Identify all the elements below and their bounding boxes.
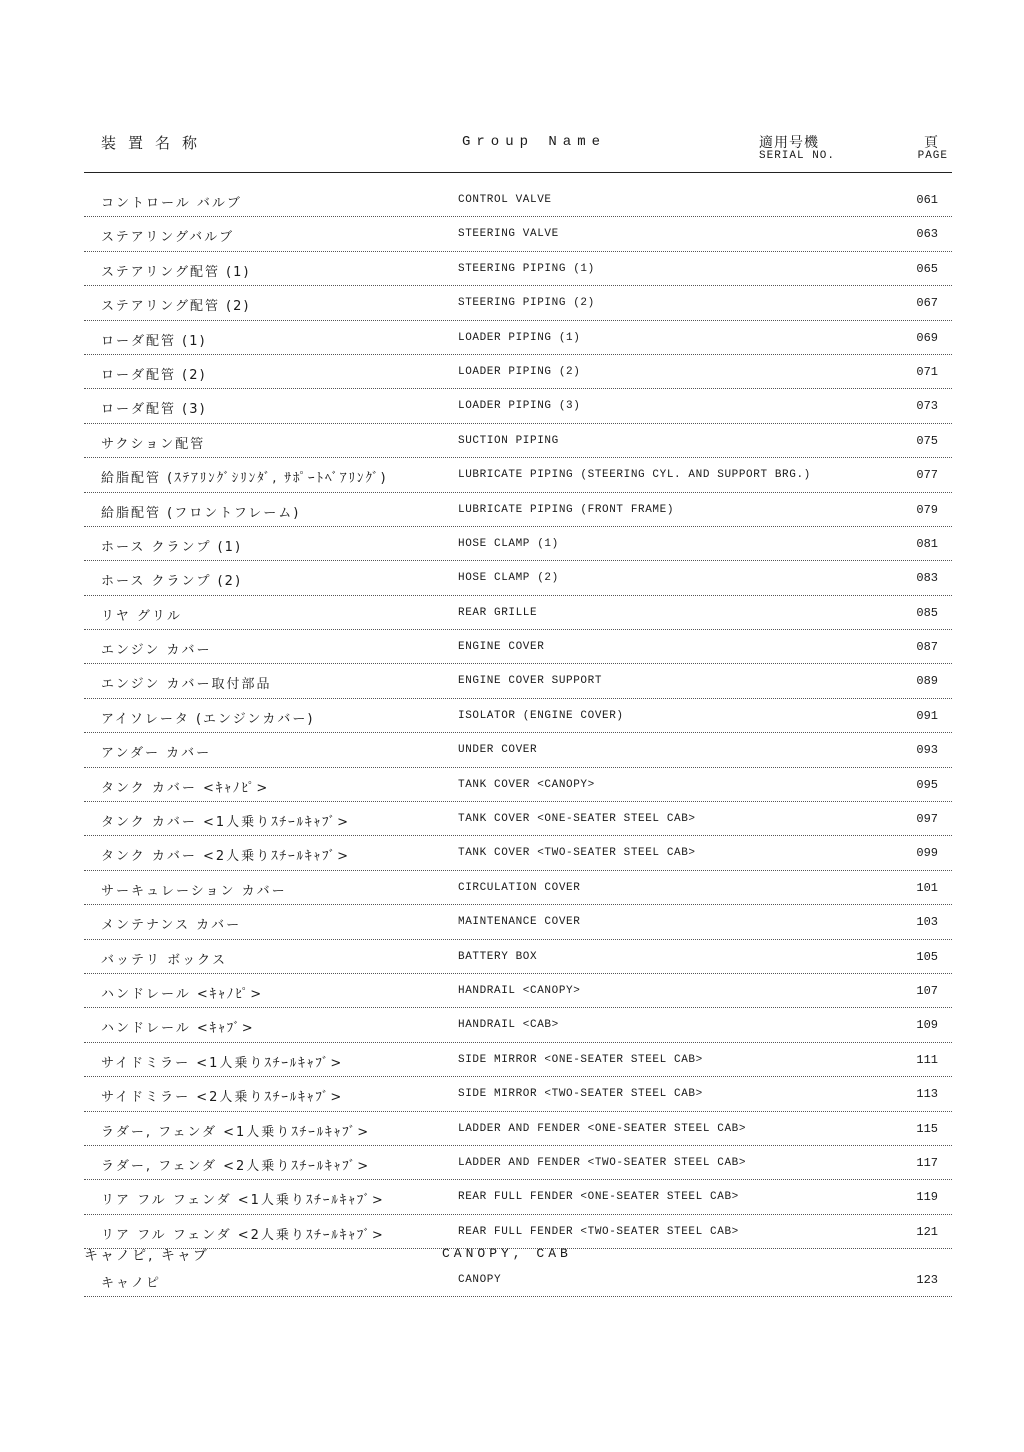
table-row: [84, 527, 952, 561]
table-row: [84, 424, 952, 458]
group-name-en: ISOLATOR (ENGINE COVER): [458, 709, 624, 722]
group-name-jp: アイソレータ (エンジンカバー): [101, 711, 315, 727]
group-name-en: LUBRICATE PIPING (STEERING CYL. AND SUPPORT BRG.): [458, 469, 811, 482]
table-row: [84, 905, 952, 939]
page-number: 069: [916, 330, 938, 345]
table-row: [84, 768, 952, 802]
table-row: [84, 836, 952, 870]
group-name-en: HOSE CLAMP (2): [458, 572, 559, 585]
group-name-jp: サイドミラー <1人乗りｽﾁｰﾙｷｬﾌﾞ>: [101, 1055, 344, 1071]
page-number: 093: [916, 743, 938, 758]
table-row: [84, 1146, 952, 1180]
page-number: 077: [916, 468, 938, 483]
group-name-jp: ホース クランプ (1): [101, 539, 243, 555]
page-number: 109: [916, 1018, 938, 1033]
group-name-en: CIRCULATION COVER: [458, 881, 581, 894]
table-row: [84, 596, 952, 630]
group-name-jp: キャノピ: [101, 1276, 162, 1291]
table-row: [84, 458, 952, 492]
page-number: 095: [916, 777, 938, 792]
page-number: 063: [916, 227, 938, 242]
page-number: 107: [916, 983, 938, 998]
header-group-name: Group Name: [462, 134, 607, 150]
page-number: 087: [916, 640, 938, 655]
group-name-en: TANK COVER <CANOPY>: [458, 778, 595, 791]
group-name-en: REAR FULL FENDER <ONE-SEATER STEEL CAB>: [458, 1191, 739, 1204]
page-number: 081: [916, 536, 938, 551]
table-row: [84, 699, 952, 733]
page-number: 101: [916, 880, 938, 895]
group-name-jp: サーキュレーション カバー: [101, 883, 287, 899]
group-name-jp: メンテナンス カバー: [101, 918, 242, 934]
group-name-jp: リア フル フェンダ <2人乗りｽﾁｰﾙｷｬﾌﾞ>: [101, 1227, 385, 1243]
group-name-en: SIDE MIRROR <ONE-SEATER STEEL CAB>: [458, 1053, 703, 1066]
group-name-en: STEERING PIPING (2): [458, 297, 595, 310]
page-number: 121: [916, 1224, 938, 1239]
group-name-jp: サイドミラー <2人乗りｽﾁｰﾙｷｬﾌﾞ>: [101, 1090, 344, 1106]
group-name-en: SIDE MIRROR <TWO-SEATER STEEL CAB>: [458, 1088, 703, 1101]
table-row: [84, 286, 952, 320]
group-name-jp: タンク カバー <1人乗りｽﾁｰﾙｷｬﾌﾞ>: [101, 815, 351, 831]
group-name-en: REAR GRILLE: [458, 606, 538, 619]
group-name-en: CANOPY: [458, 1274, 502, 1286]
table-row: [84, 561, 952, 595]
group-name-en: LOADER PIPING (1): [458, 331, 581, 344]
page-number: 083: [916, 571, 938, 586]
page-number: 079: [916, 502, 938, 517]
page-number: 073: [916, 399, 938, 414]
group-name-en: TANK COVER <ONE-SEATER STEEL CAB>: [458, 813, 696, 826]
table-row: [84, 974, 952, 1008]
group-name-jp: サクション配管: [101, 436, 206, 452]
header-jp-title: 装置名称: [101, 134, 210, 152]
table-row: [84, 733, 952, 767]
group-name-jp: ステアリングバルブ: [101, 230, 235, 246]
group-name-en: ENGINE COVER SUPPORT: [458, 675, 603, 688]
group-name-jp: リヤ グリル: [101, 608, 182, 624]
group-name-jp: ステアリング配管 (2): [101, 299, 251, 315]
group-name-en: MAINTENANCE COVER: [458, 916, 581, 929]
group-name-jp: ローダ配管 (2): [101, 367, 207, 383]
table-row: [84, 940, 952, 974]
table-header: [84, 128, 952, 173]
page-number: 067: [916, 296, 938, 311]
group-name-jp: 給脂配管 (フロントフレーム): [101, 505, 301, 521]
group-name-en: HANDRAIL <CANOPY>: [458, 984, 581, 997]
group-name-jp: エンジン カバー取付部品: [101, 677, 272, 693]
section-group-list: [84, 1263, 952, 1297]
group-name-en: TANK COVER <TWO-SEATER STEEL CAB>: [458, 847, 696, 860]
page-number: 097: [916, 812, 938, 827]
page-number: 119: [916, 1190, 938, 1205]
group-name-en: LOADER PIPING (2): [458, 365, 581, 378]
table-row: [84, 1112, 952, 1146]
page-number: 103: [916, 915, 938, 930]
page-number: 113: [916, 1087, 938, 1102]
section-heading: [84, 1243, 952, 1265]
group-name-jp: タンク カバー <2人乗りｽﾁｰﾙｷｬﾌﾞ>: [101, 849, 351, 865]
page-number: 089: [916, 674, 938, 689]
table-row: [84, 630, 952, 664]
group-name-en: LADDER AND FENDER <ONE-SEATER STEEL CAB>: [458, 1122, 747, 1135]
group-name-en: LADDER AND FENDER <TWO-SEATER STEEL CAB>: [458, 1156, 747, 1169]
section-en-title: CANOPY, CAB: [442, 1246, 572, 1261]
group-name-jp: ハンドレール <ｷｬﾉﾋﾟ>: [101, 986, 264, 1002]
table-row: [84, 183, 952, 217]
header-page-jp: 頁: [924, 135, 938, 151]
group-name-jp: タンク カバー <ｷｬﾉﾋﾟ>: [101, 780, 270, 796]
header-serial-en: SERIAL NO.: [759, 150, 836, 162]
group-name-jp: ローダ配管 (3): [101, 402, 207, 418]
group-name-jp: ステアリング配管 (1): [101, 264, 251, 280]
group-name-en: SUCTION PIPING: [458, 434, 559, 447]
group-name-jp: ローダ配管 (1): [101, 333, 207, 349]
page-number: 061: [916, 193, 938, 207]
table-row: [84, 493, 952, 527]
table-row: [84, 1043, 952, 1077]
group-name-en: BATTERY BOX: [458, 950, 538, 963]
group-name-jp: ラダー, フェンダ <2人乗りｽﾁｰﾙｷｬﾌﾞ>: [101, 1158, 371, 1174]
group-name-jp: バッテリ ボックス: [101, 952, 228, 968]
page-number: 115: [916, 1121, 938, 1136]
group-name-jp: コントロール バルブ: [101, 196, 242, 211]
group-name-jp: エンジン カバー: [101, 643, 212, 659]
page-number: 075: [916, 433, 938, 448]
header-page-en: PAGE: [917, 150, 948, 162]
group-name-jp: ラダー, フェンダ <1人乗りｽﾁｰﾙｷｬﾌﾞ>: [101, 1124, 371, 1140]
table-row: [84, 802, 952, 836]
group-name-jp: リア フル フェンダ <1人乗りｽﾁｰﾙｷｬﾌﾞ>: [101, 1193, 385, 1209]
table-row: [84, 217, 952, 251]
page-number: 123: [916, 1273, 938, 1287]
table-row: [84, 1263, 952, 1297]
group-name-en: LUBRICATE PIPING (FRONT FRAME): [458, 503, 675, 516]
group-name-en: CONTROL VALVE: [458, 194, 552, 206]
group-list: [84, 183, 952, 1249]
page-number: 071: [916, 364, 938, 379]
page-number: 099: [916, 846, 938, 861]
group-name-en: STEERING PIPING (1): [458, 262, 595, 275]
group-name-en: STEERING VALVE: [458, 228, 559, 241]
table-row: [84, 1180, 952, 1214]
page-number: 085: [916, 605, 938, 620]
group-name-jp: ハンドレール <ｷｬﾌﾞ>: [101, 1021, 255, 1037]
header-serial-jp: 適用号機: [759, 135, 819, 151]
page-number: 091: [916, 708, 938, 723]
group-name-en: LOADER PIPING (3): [458, 400, 581, 413]
section-jp-title: キャノピ, キャブ: [84, 1248, 209, 1264]
page-number: 117: [916, 1155, 938, 1170]
group-name-jp: ホース クランプ (2): [101, 574, 243, 590]
page-number: 105: [916, 949, 938, 964]
group-name-en: ENGINE COVER: [458, 641, 545, 654]
group-name-jp: アンダー カバー: [101, 746, 212, 762]
group-name-en: HANDRAIL <CAB>: [458, 1019, 559, 1032]
table-row: [84, 321, 952, 355]
table-row: [84, 1008, 952, 1042]
group-name-jp: 給脂配管 (ｽﾃｱﾘﾝｸﾞｼﾘﾝﾀﾞ, ｻﾎﾟｰﾄﾍﾞｱﾘﾝｸﾞ): [101, 471, 388, 487]
table-row: [84, 664, 952, 698]
table-row: [84, 389, 952, 423]
group-name-en: REAR FULL FENDER <TWO-SEATER STEEL CAB>: [458, 1225, 739, 1238]
page-number: 111: [916, 1052, 938, 1067]
table-row: [84, 1077, 952, 1111]
table-row: [84, 252, 952, 286]
group-name-en: HOSE CLAMP (1): [458, 537, 559, 550]
table-row: [84, 871, 952, 905]
table-row: [84, 355, 952, 389]
group-name-en: UNDER COVER: [458, 744, 538, 757]
page-number: 065: [916, 261, 938, 276]
